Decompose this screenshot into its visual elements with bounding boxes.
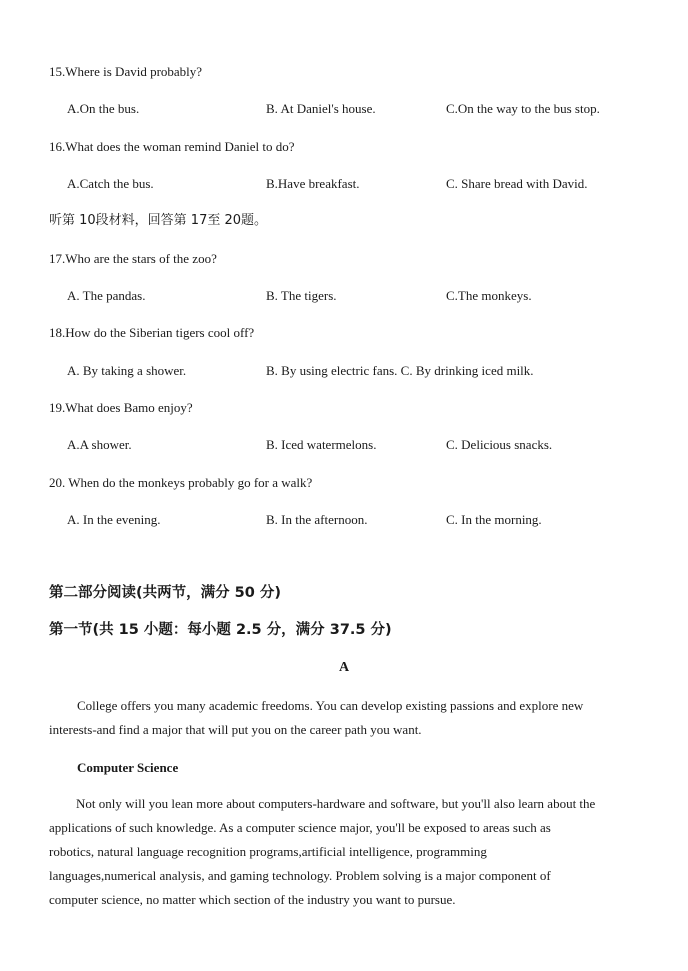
cs-line-4: languages,numerical analysis, and gaming technology. Problem solving is a major component of: [49, 868, 551, 883]
section1-heading: 第一节(共 15 小题：每小题 2.5 分，满分 37.5 分): [49, 622, 392, 638]
intro-line-2: interests-and find a major that will put you on the career path you want.: [49, 722, 422, 737]
part2-heading: 第二部分阅读(共两节，满分 50 分): [49, 585, 282, 601]
question-15: 15.Where is David probably?: [49, 64, 203, 79]
intro-paragraph: [49, 694, 641, 742]
q20-option-a: A. In the evening.: [67, 512, 161, 527]
q16-option-a: A.Catch the bus.: [67, 176, 154, 191]
cs-line-5: computer science, no matter which section of the industry you want to pursue.: [49, 892, 456, 907]
listening-instruction: 听第 10段材料，回答第 17至 20题。: [49, 213, 268, 228]
question-20: 20. When do the monkeys probably go for a walk?: [49, 475, 313, 490]
q17-option-b: B. The tigers.: [266, 288, 337, 303]
cs-heading: Computer Science: [77, 760, 179, 775]
passage-letter: A: [338, 660, 350, 675]
q17-option-a: A. The pandas.: [67, 288, 146, 303]
q19-option-b: B. Iced watermelons.: [266, 437, 377, 452]
cs-paragraph: [49, 792, 641, 912]
q19-option-c: C. Delicious snacks.: [446, 437, 553, 452]
cs-line-2: applications of such knowledge. As a computer science major, you'll be exposed to areas such as: [49, 820, 551, 835]
question-17: 17.Who are the stars of the zoo?: [49, 251, 217, 266]
q16-option-b: B.Have breakfast.: [266, 176, 360, 191]
q15-option-c: C.On the way to the bus stop.: [446, 101, 600, 116]
q20-option-c: C. In the morning.: [446, 512, 542, 527]
q18-option-b-c: B. By using electric fans. C. By drinking iced milk.: [266, 363, 534, 378]
question-16: 16.What does the woman remind Daniel to do?: [49, 139, 295, 154]
cs-line-3: robotics, natural language recognition programs,artificial intelligence, programming: [49, 844, 487, 859]
q20-option-b: B. In the afternoon.: [266, 512, 368, 527]
q15-option-b: B. At Daniel's house.: [266, 101, 376, 116]
q17-option-c: C.The monkeys.: [446, 288, 532, 303]
q15-option-a: A.On the bus.: [67, 101, 140, 116]
intro-line-1: College offers you many academic freedoms. You can develop existing passions and explore new: [77, 698, 584, 713]
question-19: 19.What does Bamo enjoy?: [49, 400, 193, 415]
question-18: 18.How do the Siberian tigers cool off?: [49, 325, 255, 340]
q16-option-c: C. Share bread with David.: [446, 176, 588, 191]
q18-option-a: A. By taking a shower.: [67, 363, 187, 378]
q19-option-a: A.A shower.: [67, 437, 132, 452]
cs-line-1: Not only will you lean more about computers-hardware and software, but you'll also learn about the: [76, 796, 596, 811]
